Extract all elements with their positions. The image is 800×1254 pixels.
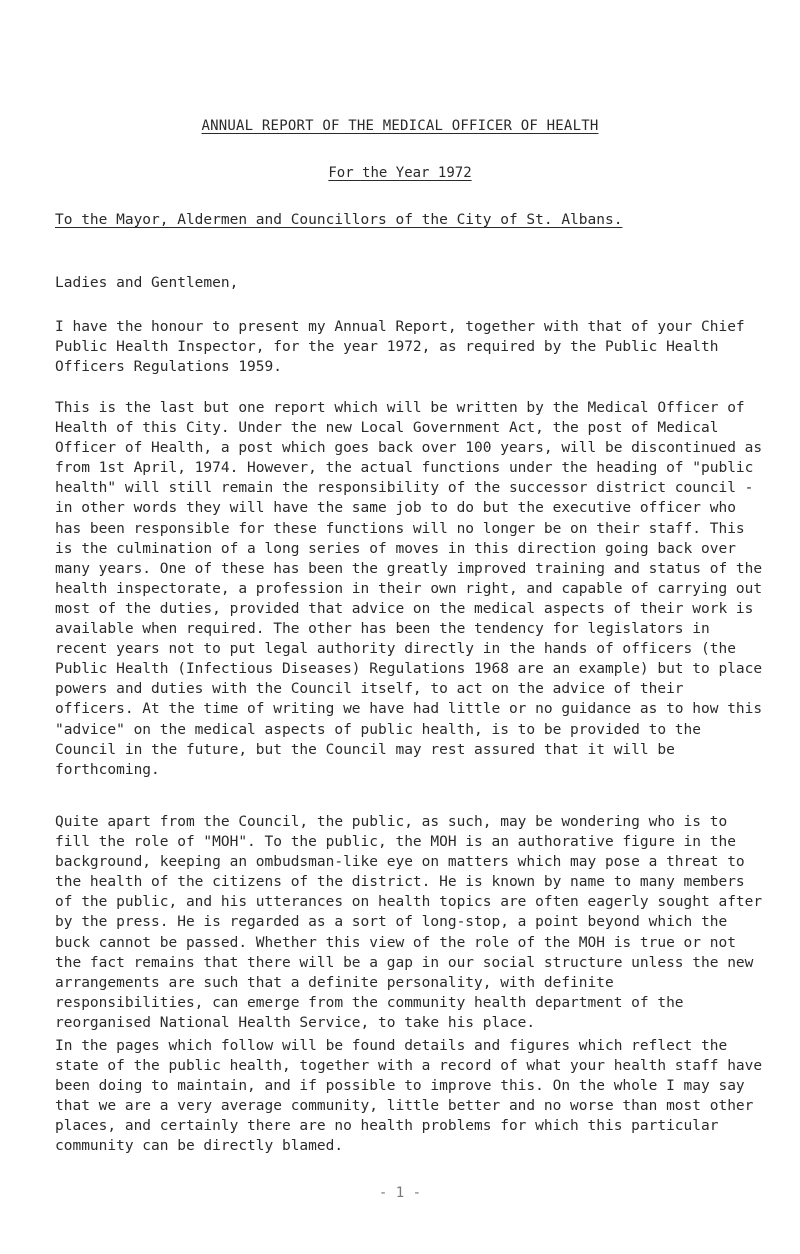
paragraph-moh-post: This is the last but one report which will be written by the Medical Officer of Health of this City. Under the new Local Government Act, the post of Medical Officer of Health, a post which goes back over 100 years, will be discontinued as from 1st April, 1974. However, the actual functions under the heading of "public health" will still remain the responsibility of the successor district council - in other words they will have the same job to do but the executive officer who has been responsible for these functions will no longer be on their staff. This is the culmination of a long series of moves in this direction going back over many years. One of these has been the greatly improved training and status of the health inspectorate, a profession in their own right, and capable of carrying out most of the duties, provided that advice on the medical aspects of their work is available when required. The other has been the tendency for legislators in recent years not to put legal authority directly in the hands of officers (the Public Health (Infectious Diseases) Regulations 1968 are an example) but to place powers and duties with the Council itself, to act on the advice of their officers. At the time of writing we have had little or no guidance as to how this "advice" on the medical aspects of public health, is to be provided to the Council in the future, but the Council may rest assured that it will be forthcoming. <box>55 400 763 778</box>
salutation: Ladies and Gentlemen, <box>55 275 239 291</box>
paragraph-introduction: I have the honour to present my Annual Report, together with that of your Chief Public Health Inspector, for the year 1972, as required by the Public Health Officers Regulations 1959. <box>55 319 745 376</box>
report-title: ANNUAL REPORT OF THE MEDICAL OFFICER OF HEALTH <box>201 118 599 134</box>
address-line: To the Mayor, Aldermen and Councillors of the City of St. Albans. <box>55 212 623 228</box>
report-year: For the Year 1972 <box>328 165 472 181</box>
paragraph-closing: In the pages which follow will be found details and figures which reflect the state of the public health, together with a record of what your health staff have been doing to maintain, and if possible to improve this. On the whole I may say that we are a very average community, little better and no worse than most other places, and certainly there are no health problems for which this particular community can be directly blamed. <box>55 1038 763 1155</box>
paragraph-public-role: Quite apart from the Council, the public, as such, may be wondering who is to fill the role of "MOH". To the public, the MOH is an authorative figure in the background, keeping an ombudsman-like eye on matters which may pose a threat to the health of the citizens of the district. He is known by name to many members of the public, and his utterances on health topics are often eagerly sought after by the press. He is regarded as a sort of long-stop, a point beyond which the buck cannot be passed. Whether this view of the role of the MOH is true or not the fact remains that there will be a gap in our social structure unless the new arrangements are such that a definite personality, with definite responsibilities, can emerge from the community health department of the reorganised National Health Service, to take his place. <box>55 814 763 1031</box>
page-number: - 1 - <box>378 1185 422 1201</box>
